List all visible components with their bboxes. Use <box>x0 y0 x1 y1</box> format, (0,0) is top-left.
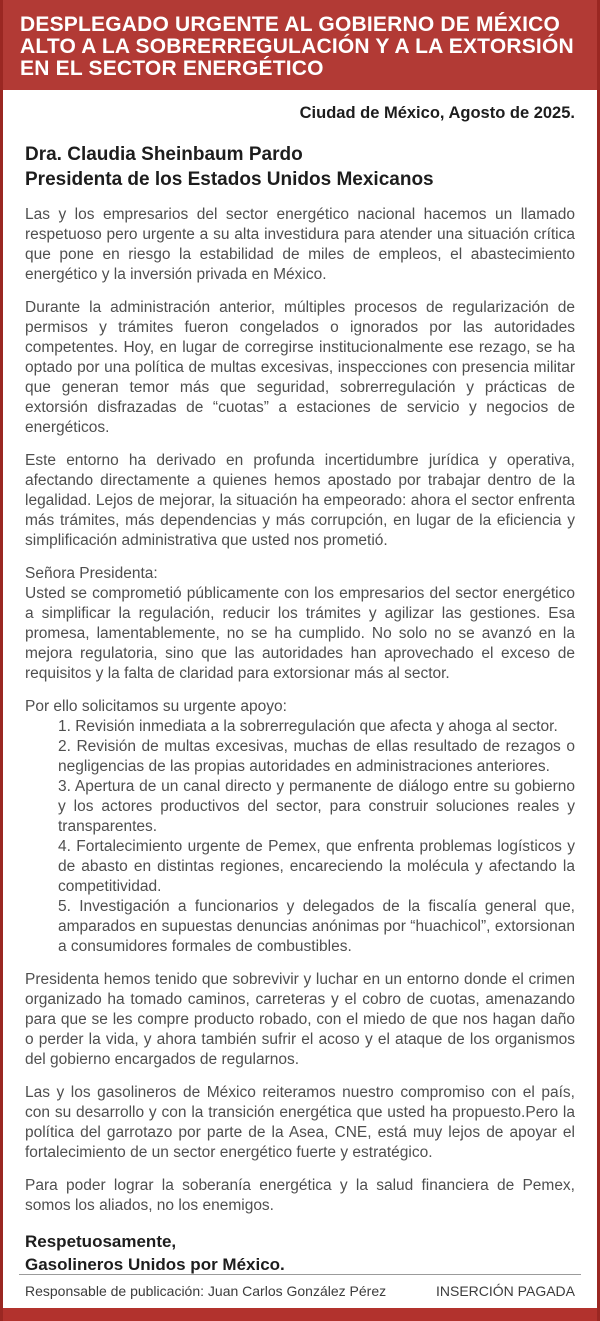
headline-banner <box>0 0 600 90</box>
paragraph-5: Presidenta hemos tenido que sobrevivir y luchar en un entorno donde el crimen organizado ha tomado caminos, carreteras y el cobro de cuotas, amenazando para que se les compre producto robado, con el miedo de que nos hagan daño o perder la vida, y ahora también sufrir el acoso y el ataque de los organismos del gobierno encargados de regularnos. <box>25 971 575 1068</box>
petition-item-5: 5. Investigación a funcionarios y delegados de la fiscalía general que, amparados en supuestas denuncias anónimas por “huachicol”, extorsionan a consumidores formales de combustibles. <box>58 898 575 955</box>
paragraph-4: Usted se comprometió públicamente con los empresarios del sector energético a simplificar la regulación, reducir los trámites y agilizar las gestiones. Esa promesa, lamentablemente, no se ha cumplido. No solo no se avanzó en la mejora regulatoria, sino que las autoridades han aprovechado el exceso de requisitos y la falta de claridad para extorsionar más al sector. <box>25 585 575 682</box>
addressee-name: Dra. Claudia Sheinbaum Pardo <box>25 144 303 165</box>
petition-item-1: 1. Revisión inmediata a la sobrerregulación que afecta y ahoga al sector. <box>58 718 558 735</box>
headline-line-3: EN EL SECTOR ENERGÉTICO <box>20 57 324 80</box>
publication-responsible: Responsable de publicación: Juan Carlos González Pérez <box>25 1283 387 1299</box>
letter-body <box>3 90 597 1274</box>
bottom-red-bar <box>0 1308 600 1321</box>
paragraph-3: Este entorno ha derivado en profunda incertidumbre jurídica y operativa, afectando directamente a quienes hemos apostado por trabajar dentro de la legalidad. Lejos de mejorar, la situación ha empeorado: ahora el sector enfrenta más trámites, más dependencias y más corrupción, en lugar de la eficiencia y simplificación administrativa que usted nos prometió. <box>25 452 575 549</box>
salutation: Señora Presidenta: <box>25 565 158 582</box>
headline-line-1: DESPLEGADO URGENTE AL GOBIERNO DE MÉXICO <box>20 13 561 36</box>
footer <box>3 1274 597 1321</box>
petition-item-2: 2. Revisión de multas excesivas, muchas de ellas resultado de rezagos o negligencias de las propias autoridades en administraciones anteriores. <box>58 738 575 775</box>
paid-insertion-label: INSERCIÓN PAGADA <box>436 1283 575 1299</box>
paragraph-2: Durante la administración anterior, múltiples procesos de regularización de permisos y trámites fueron congelados o ignorados por las autoridades competentes. Hoy, en lugar de corregirse institucionalmente ese rezago, se ha optado por una política de multas excesivas, inspecciones con presencia militar que generan temor más que seguridad, sobrerregulación y prácticas de extorsión disfrazadas de “cuotas” a estaciones de servicio y negocios de energéticos. <box>25 299 575 436</box>
paragraph-1: Las y los empresarios del sector energético nacional hacemos un llamado respetuoso pero urgente a su alta investidura para atender una situación crítica que pone en riesgo la estabilidad de miles de empleos, el abastecimiento energético y la inversión privada en México. <box>25 206 575 283</box>
closing-signature: Gasolineros Unidos por México. <box>25 1255 285 1274</box>
headline-line-2: ALTO A LA SOBRERREGULACIÓN Y A LA EXTORSIÓN <box>20 35 574 58</box>
petition-item-3: 3. Apertura de un canal directo y permanente de diálogo entre su gobierno y los actores productivos del sector, para construir soluciones reales y transparentes. <box>58 778 575 835</box>
paragraph-7: Para poder lograr la soberanía energética y la salud financiera de Pemex, somos los aliados, no los enemigos. <box>25 1177 575 1214</box>
closing-salutation: Respetuosamente, <box>25 1232 177 1251</box>
addressee-title: Presidenta de los Estados Unidos Mexicanos <box>25 169 434 190</box>
dateline: Ciudad de México, Agosto de 2025. <box>299 104 575 122</box>
footer-row <box>3 1275 597 1308</box>
petition-item-4: 4. Fortalecimiento urgente de Pemex, que enfrenta problemas logísticos y de abasto en distintas regiones, encareciendo la molécula y afectando la competitividad. <box>58 838 575 895</box>
petition-intro: Por ello solicitamos su urgente apoyo: <box>25 698 287 715</box>
addressee-block <box>25 142 575 192</box>
closing-block <box>25 1230 575 1274</box>
paragraph-6: Las y los gasolineros de México reiteramos nuestro compromiso con el país, con su desarrollo y con la transición energética que usted ha propuesto.Pero la política del garrotazo por parte de la Asea, CNE, está muy lejos de apoyar el fortalecimiento de un sector energético fuerte y estratégico. <box>25 1084 575 1161</box>
